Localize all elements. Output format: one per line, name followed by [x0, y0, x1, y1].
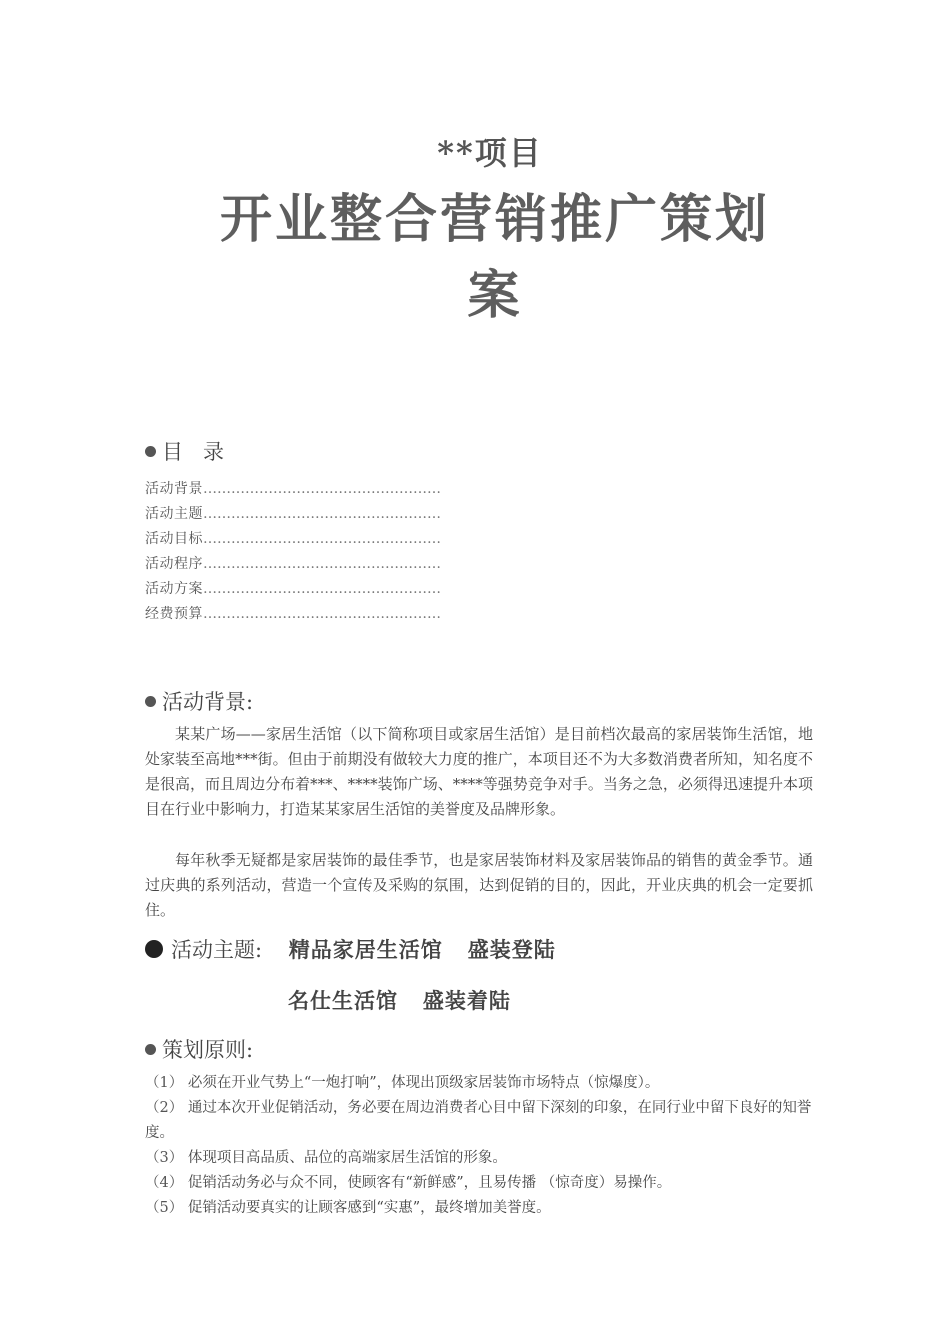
toc-item[interactable]: 活动目标……………………………………………: [145, 531, 441, 547]
principle-item: （5） 促销活动要真实的让顾客感到“实惠”，最终增加美誉度。: [145, 1200, 551, 1216]
principle-item: （1） 必须在开业气势上“一炮打响”，体现出顶级家居装饰市场特点（惊爆度）。: [145, 1075, 660, 1091]
principles-heading: 策划原则:: [145, 1034, 253, 1064]
toc-item[interactable]: 活动主题……………………………………………: [145, 506, 441, 522]
bullet-dot-icon: [145, 446, 156, 457]
background-paragraph-1: 某某广场——家居生活馆（以下简称项目或家居生活馆）是目前档次最高的家居装饰生活馆，地处家装至高地***街。但由于前期没有做较大力度的推广，本项目还不为大多数消费者所知，知名度不是很高，而且周边分布着***、****装饰广场、****等强势竞争对手。当务之急，必须得迅速提升本项目在行业中影响力，打造某某家居生活馆的美誉度及品牌形象。: [145, 725, 813, 818]
toc-item[interactable]: 活动程序……………………………………………: [145, 556, 441, 572]
toc-heading: 目 录: [145, 436, 224, 466]
toc-item[interactable]: 活动方案……………………………………………: [145, 581, 441, 597]
principle-item: （3） 体现项目高品质、品位的高端家居生活馆的形象。: [145, 1150, 507, 1166]
bullet-dot-icon: [145, 940, 163, 958]
toc-item[interactable]: 活动背景……………………………………………: [145, 481, 441, 497]
document-title-line1: 开业整合营销推广策划: [219, 189, 770, 250]
document-title: [200, 182, 790, 334]
document-title-line2: 案: [467, 265, 523, 326]
principle-item: （4） 促销活动务必与众不同，使顾客有“新鲜感”，且易传播 （惊奇度）易操作。: [145, 1175, 672, 1191]
toc-item[interactable]: 经费预算……………………………………………: [145, 606, 441, 622]
bullet-dot-icon: [145, 696, 156, 707]
background-paragraph-2: 每年秋季无疑都是家居装饰的最佳季节，也是家居装饰材料及家居装饰品的销售的黄金季节。通过庆典的系列活动，营造一个宣传及采购的氛围，达到促销的目的，因此，开业庆典的机会一定要抓住。: [145, 851, 813, 919]
bullet-dot-icon: [145, 1044, 156, 1055]
project-pretitle: **项目: [437, 134, 543, 172]
principle-item: （2） 通过本次开业促销活动，务必要在周边消费者心目中留下深刻的印象，在同行业中留下良好的知誉度。: [145, 1100, 812, 1141]
theme-row: [145, 934, 556, 964]
background-heading: 活动背景:: [145, 686, 253, 716]
theme-line-2: 名仕生活馆 盛装着陆: [288, 988, 511, 1013]
theme-label: 活动主题:: [171, 938, 263, 962]
theme-line-1: 精品家居生活馆 盛装登陆: [288, 937, 556, 962]
